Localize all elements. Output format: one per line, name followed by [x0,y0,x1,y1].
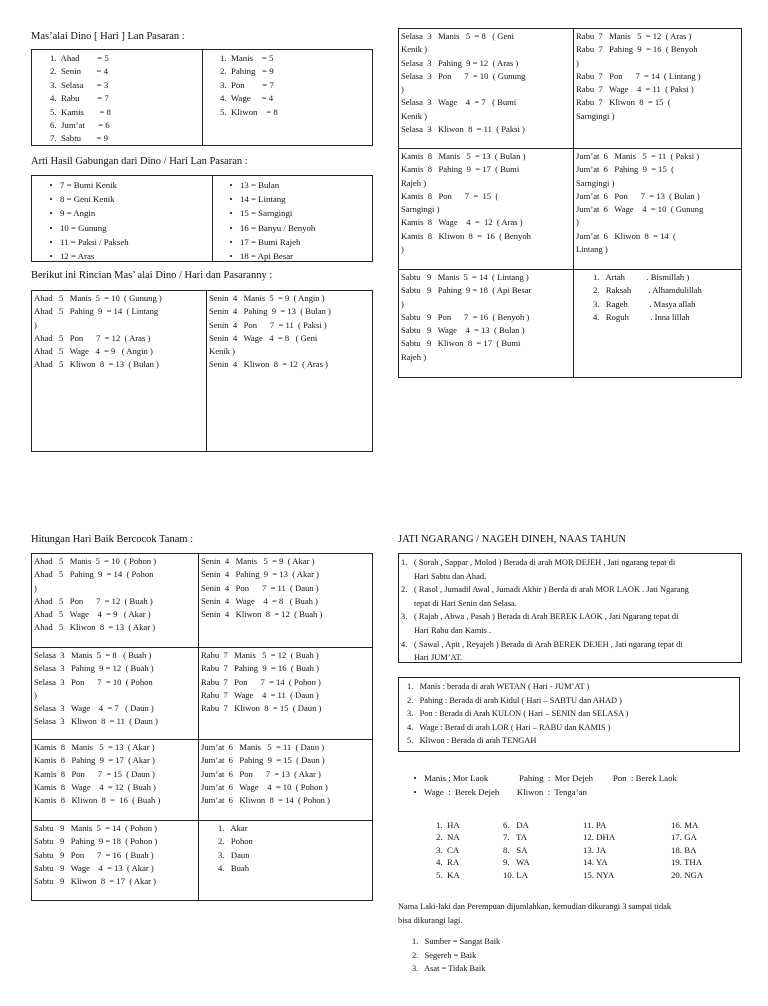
table-row: Kamis 8 Pahing 9 = 17 ( Bumi [401,164,520,175]
table-row: Jum’at 6 Pahing 9 = 15 ( Daun ) [201,755,325,766]
list-item: 3. Asat = Tidak Baik [412,964,486,974]
rincian-table-2 [398,28,742,378]
list-item: 1. Sumber = Sangat Baik [412,937,501,947]
table-row: Sabtu 9 Pahing 9 = 18 ( Pohon ) [34,836,158,847]
dino-item: 7. Sabtu = 9 [50,133,108,144]
arti-item: • 14 = Lintang [222,192,372,206]
list-item: 18. BA [671,844,697,855]
paragraph: bisa dikurangi lagi. [398,915,463,925]
list-item: 4. Wage : Berad di arah LOR ( Hari – RABU dan KAMIS ) [407,722,611,732]
nama-hitungan [398,900,748,976]
table-row: Senin 4 Manis 5 = 9 ( Angin ) [209,293,325,303]
tanam-sabtu [34,822,198,888]
bagian-tanaman-list [218,822,368,875]
table-row: Rajeh ) [401,351,427,362]
table-row: ) [576,217,579,228]
table-row: Ahad 5 Kliwon 8 = 13 ( Bulan ) [34,359,159,370]
list-item: 3. Pon : Berada di Arah KULON ( Hari – SENIN dan SELASA ) [407,709,629,719]
table-row: Ahad 5 Manis 5 = 10 ( Gunung ) [34,293,162,303]
list-item: 12. DHA [583,832,616,843]
table-row: Sarngingi ) [401,204,440,215]
table-row: Rabu 7 Kliwon 8 = 15 ( [576,97,671,108]
pasaran-item: 2. Pahing = 9 [220,66,274,77]
dino-item: 2. Senin = 4 [50,66,108,77]
table-row: Ahad 5 Pon 7 = 12 ( Aras ) [34,332,151,343]
table-row: Selasa 3 Wage 4 = 7 ( Daun ) [34,703,154,714]
table-row: Jum’at 6 Kliwon 8 = 14 ( Pohon ) [201,795,330,806]
list-item: 20. NGA [671,869,704,880]
table-row: ) [34,689,37,700]
table-row: Rabu 7 Wage 4 = 11 ( Daun ) [201,689,319,700]
paragraph: Nama Laki-laki dan Perempuan dijumlahkan, kemudian dikurangi 3 sampai tidak [398,902,672,911]
table-row: Ahad 5 Pahing 9 = 14 ( Lintang [34,306,159,317]
list-item: 9. WA [503,857,530,868]
section-title-bercocok-tanam: Hitungan Hari Baik Bercocok Tanam : [31,534,194,545]
table-row: Selasa 3 Manis 5 = 8 ( Geni [401,31,514,41]
rincian-senin [209,292,372,372]
table-row: Sabtu 9 Kliwon 8 = 17 ( Akar ) [34,876,157,887]
list-item: 1. Akar [218,823,248,833]
dino-item: 5. Kamis = 8 [50,106,111,117]
table-row: Selasa 3 Pahing 9 = 12 ( Buah ) [34,663,154,674]
table-row: ) [34,319,37,330]
table-row: Kamis 8 Wage 4 = 12 ( Buah ) [34,781,156,792]
list-item: 2. NA [436,832,460,843]
aksara-col-1 [436,819,498,881]
arti-item: • 18 = Api Besar [222,249,372,263]
section-title-jati-ngarang: JATI NGARANG / NAGEH DINEH, NAAS TAHUN [398,534,626,545]
aksara-col-2 [503,819,573,881]
jati-ngarang-box [398,553,742,663]
table-row: Kenik ) [401,44,428,55]
dino-item: 4. Rabu = 7 [50,93,109,104]
tanam-senin [201,555,372,621]
table-row: Jum’at 6 Pon 7 = 13 ( Bulan ) [576,190,700,201]
table-row: Rabu 7 Manis 5 = 12 ( Aras ) [576,31,692,41]
table-row: Rabu 7 Kliwon 8 = 15 ( Daun ) [201,703,322,714]
table-row: Kamis 8 Pon 7 = 15 ( Daun ) [34,768,155,779]
list-item: 11. PA [583,820,607,830]
table-row: Senin 4 Wage 4 = 8 ( Buah ) [201,595,318,606]
table-row: Jum’at 6 Pahing 9 = 15 ( [576,164,674,175]
list-item: 2. ( Rasol , Jumadil Awal , Jumadi Akhir ) Berda di arah MOR LAOK . Jati Ngarang [401,585,689,595]
list-item: • Manis : Mor Laok Pahing : Mor Dejeh Pon : Berek Laok [406,771,746,785]
tanam-ahad [34,555,198,635]
table-row: ) [401,84,404,95]
table-row: Selasa 3 Wage 4 = 7 ( Bumi [401,97,517,108]
table-row: Jum’at 6 Manis 5 = 11 ( Daun ) [201,742,325,752]
tanam-jumat [201,741,372,807]
list-item: 10. LA [503,869,528,880]
arti-item: • 15 = Sarngingi [222,206,372,220]
list-item: 14. YA [583,857,608,868]
dino-item: 1. Ahad = 5 [50,53,109,63]
list-item: 4. Buah [218,862,250,873]
table-row: Senin 4 Manis 5 = 9 ( Akar ) [201,556,315,566]
arti-item: • 7 = Bumi Kenik [42,178,210,192]
table-row: Kenik ) [209,346,236,357]
pasaran-list [220,52,370,119]
table-row: Sarngingi ) [576,110,615,121]
list-item: 6. DA [503,820,529,830]
table-row: Senin 4 Pon 7 = 11 ( Daun ) [201,582,319,593]
list-item: 4. RA [436,857,460,868]
table-row: Kamis 8 Wage 4 = 12 ( Aras ) [401,217,523,228]
list-item: 2. Pohon [218,836,253,847]
table-row: Lintang ) [576,244,608,255]
list-item-cont: Hari Sabtu dan Ahad. [414,571,487,581]
table-row: Senin 4 Wage 4 = 8 ( Geni [209,332,318,343]
section-title-arti-gabungan: Arti Hasil Gabungan dari Dino / Hari Lan Pasaran : [31,156,248,167]
tanam-selasa [34,649,198,729]
list-item-cont: tepat di Hari Senin dan Selasa. [414,598,517,608]
section-title-rincian: Berikut ini Rincian Mas’ alai Dino / Hari dan Pasaranny : [31,270,273,281]
arah-pasaran-list [407,680,737,748]
table-row: Rabu 7 Pahing 9 = 16 ( Buah ) [201,663,319,674]
table-row: Kamis 8 Pahing 9 = 17 ( Akar ) [34,755,155,766]
rincian-sabtu [401,271,573,364]
list-item: 3. Daun [218,849,250,860]
list-item: 3. CA [436,844,460,855]
table-row: Kamis 8 Manis 5 = 13 ( Akar ) [34,742,155,752]
pasaran-item: 5. Kliwon = 8 [220,106,278,117]
table-row: Rabu 7 Pahing 9 = 16 ( Benyoh [576,44,698,55]
table-row: Sabtu 9 Wage 4 = 13 ( Bulan ) [401,325,525,336]
list-item-cont: Hari Rabu dan Kamis . [414,625,491,635]
arti-left-list [42,178,210,263]
table-row: Rabu 7 Pon 7 = 14 ( Lintang ) [576,70,701,81]
list-item: 2. Raksah . Alhamdulillah [593,285,702,296]
table-row: Selasa 3 Kliwon 8 = 11 ( Paksi ) [401,124,525,135]
table-row: Ahad 5 Wage 4 = 9 ( Angin ) [34,346,153,357]
arti-item: • 12 = Aras [42,249,210,263]
table-row: Jum’at 6 Wage 4 = 10 ( Gunung [576,204,704,215]
list-item: 8. SA [503,844,528,855]
table-row: Ahad 5 Pon 7 = 12 ( Buah ) [34,595,153,606]
table-row: Ahad 5 Kliwon 8 = 13 ( Akar ) [34,622,156,633]
table-row: Sabtu 9 Pon 7 = 16 ( Buah ) [34,849,154,860]
doa-list [593,271,741,324]
list-item: 1. HA [436,820,460,830]
bercocok-tanam-table [31,553,373,901]
arah-pasaran-box [398,677,740,752]
list-item: 16. MA [671,820,699,830]
list-item: 15. NYA [583,869,615,880]
rincian-rabu [576,30,741,123]
table-row: Sabtu 9 Manis 5 = 14 ( Lintang ) [401,272,529,282]
arti-item: • 10 = Gunung [42,221,210,235]
rincian-ahad [34,292,206,372]
arti-gabungan-table [31,175,373,262]
list-item: 17. GA [671,832,697,843]
list-item: 2. Pahing : Berada di arah Kidul ( Hari – SABTU dan AHAD ) [407,695,622,705]
aksara-col-3 [583,819,663,881]
table-row: Rabu 7 Manis 5 = 12 ( Buah ) [201,650,319,660]
list-item: 1. Manis : berada di arah WETAN ( Hari - JUM’AT ) [407,682,590,691]
table-row: Senin 4 Kliwon 8 = 12 ( Aras ) [209,359,328,370]
table-row: Sarngingi ) [576,177,615,188]
section-title-dino-pasaran: Mas’alai Dino [ Hari ] Lan Pasaran : [31,31,185,42]
list-item-cont: Hari JUM’AT. [414,653,463,663]
table-row: ) [401,298,404,309]
table-row: Kamis 8 Kliwon 8 = 16 ( Buah ) [34,795,161,806]
table-row: Kamis 8 Pon 7 = 15 ( [401,190,499,201]
table-row: Sabtu 9 Wage 4 = 13 ( Akar ) [34,862,154,873]
table-row: ) [34,582,37,593]
table-row: ) [576,57,579,68]
list-item: 19. THA [671,857,703,868]
table-row: Senin 4 Pon 7 = 11 ( Paksi ) [209,319,327,330]
dino-item: 3. Selasa = 3 [50,79,109,90]
table-row: Kamis 8 Kliwon 8 = 16 ( Benyoh [401,230,531,241]
list-item: 1. Artah . Bismillah ) [593,272,690,282]
list-item: • Wage : Berek Dejeh Kliwon : Tenga’an [406,785,746,799]
dino-pasaran-table [31,49,373,146]
dino-list [50,52,200,146]
table-row: Ahad 5 Wage 4 = 9 ( Akar ) [34,609,151,620]
table-row: Sabtu 9 Kliwon 8 = 17 ( Bumi [401,338,521,349]
pasaran-item: 1. Manis = 5 [220,53,274,63]
arah-mata-angin [406,771,746,799]
list-item: 5. KA [436,869,460,880]
list-item: 7. TA [503,832,528,843]
table-row: Jum’at 6 Wage 4 = 10 ( Pohon ) [201,781,328,792]
table-row: Ahad 5 Manis 5 = 10 ( Pohon ) [34,556,157,566]
dino-item: 6. Jum’at = 6 [50,120,110,131]
table-row: Rabu 7 Wage 4 = 11 ( Paksi ) [576,84,694,95]
rincian-jumat [576,150,741,256]
table-row: Jum’at 6 Pon 7 = 13 ( Akar ) [201,768,321,779]
table-row: Senin 4 Pahing 9 = 13 ( Bulan ) [209,306,331,317]
list-item: 4. Roguh . Inna lillah [593,311,690,322]
rincian-selasa [401,30,573,136]
arti-item: • 16 = Banyu / Benyoh [222,221,372,235]
pasaran-item: 4. Wage = 4 [220,93,274,104]
arti-item: • 11 = Paksi / Pakseh [42,235,210,249]
table-row: Selasa 3 Manis 5 = 8 ( Buah ) [34,650,152,660]
table-row: ) [401,244,404,255]
arti-item: • 8 = Geni Kenik [42,192,210,206]
arti-right-list [222,178,372,263]
jati-ngarang-list [401,556,739,665]
table-row: Kenik ) [401,110,428,121]
arti-item: • 9 = Angin [42,206,210,220]
table-row: Sabtu 9 Pon 7 = 16 ( Benyoh ) [401,311,530,322]
table-row: Sabtu 9 Manis 5 = 14 ( Pohon ) [34,823,158,833]
table-row: Selasa 3 Pon 7 = 10 ( Gunung [401,70,526,81]
tanam-kamis [34,741,198,807]
list-item: 2. Segereh = Baik [412,950,477,960]
list-item: 3. Rageh . Masya allah [593,298,696,309]
table-row: Sabtu 9 Pahing 9 = 18 ( Api Besar [401,285,532,296]
table-row: Kamis 8 Manis 5 = 13 ( Bulan ) [401,151,526,161]
table-row: Rabu 7 Pon 7 = 14 ( Pohon ) [201,676,321,687]
rincian-table [31,290,373,452]
table-row: Jum’at 6 Kliwon 8 = 14 ( [576,230,676,241]
table-row: Selasa 3 Pon 7 = 10 ( Pohon [34,676,153,687]
aksara-col-4 [671,819,745,881]
list-item: 5. Kliwon : Berada di arah TENGAH [407,736,537,746]
arti-item: • 13 = Bulan [222,178,372,192]
table-row: Senin 4 Kliwon 8 = 12 ( Buah ) [201,609,323,620]
arti-item: • 17 = Bumi Rajeh [222,235,372,249]
pasaran-item: 3. Pon = 7 [220,79,274,90]
table-row: Selasa 3 Pahing 9 = 12 ( Aras ) [401,57,519,68]
list-item: 4. ( Sawal , Apit , Reyajeh ) Berada di Arah BEREK DEJEH , Jati ngarang tepat di [401,639,683,649]
table-row: Selasa 3 Kliwon 8 = 11 ( Daun ) [34,716,158,727]
list-item: 1. ( Sorah , Sappar , Molod ) Berada di arah MOR DEJEH , Jati ngarang tepat di [401,558,676,567]
list-item: 13. JA [583,844,606,855]
rincian-kamis [401,150,573,256]
tanam-rabu [201,649,372,715]
list-item: 3. ( Rajab , Abwa , Pasah ) Berada di Arah BEREK LAOK , Jati Ngarang tepat di [401,612,679,622]
table-row: Jum’at 6 Manis 5 = 11 ( Paksi ) [576,151,700,161]
table-row: Rajeh ) [401,177,427,188]
table-row: Ahad 5 Pahing 9 = 14 ( Pohon [34,569,154,580]
table-row: Senin 4 Pahing 9 = 13 ( Akar ) [201,569,319,580]
